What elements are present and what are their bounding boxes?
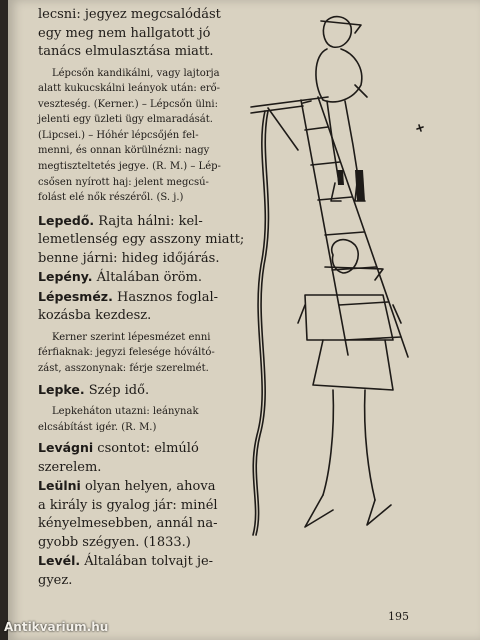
- entry-lepke: [38, 381, 260, 401]
- book-page: [8, 0, 480, 640]
- text-line: egy meg nem hallgatott jó: [38, 25, 211, 41]
- text-line: gyobb szégyen. (1833.): [38, 534, 191, 550]
- ladder-rail-left: [301, 100, 348, 355]
- entry-headword: Levél.: [38, 553, 81, 569]
- entry-lepesmez: [38, 288, 260, 326]
- entry-headword: Lepke.: [38, 381, 85, 397]
- text-line: gyez.: [38, 572, 73, 588]
- text-line: a király is gyalog jár: minél: [38, 497, 218, 513]
- text-line: férfiaknak: jegyzi felesége hóváltó-: [38, 347, 215, 359]
- text-line: folást elé nők részéről. (S. j.): [38, 192, 184, 204]
- text-line: alatt kukucskálni leányok után: erő-: [38, 83, 221, 95]
- entry-headword: Lepedő.: [38, 212, 95, 228]
- entry-leulni: [38, 477, 260, 552]
- text-line: olyan helyen, ahova: [80, 479, 216, 495]
- text-line: Általában öröm.: [92, 270, 202, 286]
- text-line: benne járni: hideg időjárás.: [38, 250, 220, 266]
- ladder-illustration: [243, 5, 428, 550]
- entry-headword: Levágni: [38, 440, 94, 456]
- gallows-beam: [251, 97, 328, 107]
- watermark-logo: Antikvarium.hu: [4, 620, 109, 634]
- hanging-rope: [253, 111, 265, 535]
- text-line: tanács elmulasztása miatt.: [38, 44, 214, 59]
- text-line: lecsni: jegyez megcsalódást: [38, 7, 221, 22]
- entry-headword: Leülni: [38, 478, 81, 494]
- text-line: szerelem.: [38, 459, 102, 475]
- entry-kerner: [38, 330, 260, 377]
- text-line: Lépcsőn kandikálni, vagy lajtorja: [52, 67, 220, 79]
- entry-lepcson: [38, 66, 260, 206]
- text-line: kényelmesebben, annál na-: [38, 516, 218, 532]
- text-line: Kerner szerint lépesmézet enni: [52, 331, 211, 343]
- ladder-rung: [339, 302, 388, 305]
- entry-headword: Lepény.: [38, 269, 93, 285]
- ladder-rung: [318, 197, 352, 200]
- text-line: Hasznos foglal-: [112, 289, 219, 305]
- entry-levagni: [38, 439, 260, 477]
- text-line: jelenti egy üzleti ügy elmaradását.: [38, 114, 213, 126]
- text-line: veszteség. (Kerner.) – Lépcsőn ülni:: [38, 98, 218, 110]
- text-line: csontot: elmúló: [93, 441, 199, 457]
- entry-lecsni: [38, 6, 260, 62]
- text-line: zást, asszonynak: férje szerelmét.: [38, 363, 209, 375]
- text-line: Szép idő.: [84, 382, 150, 398]
- text-line: Lepkeháton utazni: leánynak: [52, 406, 199, 418]
- dictionary-text-column: [38, 6, 260, 590]
- text-line: kozásba kezdesz.: [38, 308, 152, 324]
- text-line: Általában tolvajt je-: [80, 554, 214, 570]
- entry-lepkehaton: [38, 404, 260, 435]
- text-line: menni, és onnan körülnézni: nagy: [38, 145, 210, 157]
- text-line: Rajta hálni: kel-: [94, 213, 203, 229]
- entry-headword: Lépesméz.: [38, 288, 113, 304]
- page-number: 195: [388, 610, 409, 623]
- ladder-rung: [325, 232, 364, 235]
- entry-lepedo: [38, 212, 260, 269]
- text-line: lemetlenség egy asszony miatt;: [38, 232, 245, 248]
- ladder-rung: [305, 127, 328, 130]
- entry-level: [38, 552, 260, 590]
- entry-lepeny: [38, 268, 260, 288]
- text-line: elcsábítást igér. (R. M.): [38, 421, 157, 433]
- text-line: megtiszteltetés jegye. (R. M.) – Lép-: [38, 161, 221, 173]
- text-line: csősen nyírott haj: jelent megcsú-: [38, 176, 209, 188]
- text-line: (Lipcsei.) – Hóhér lépcsőjén fel-: [38, 129, 199, 141]
